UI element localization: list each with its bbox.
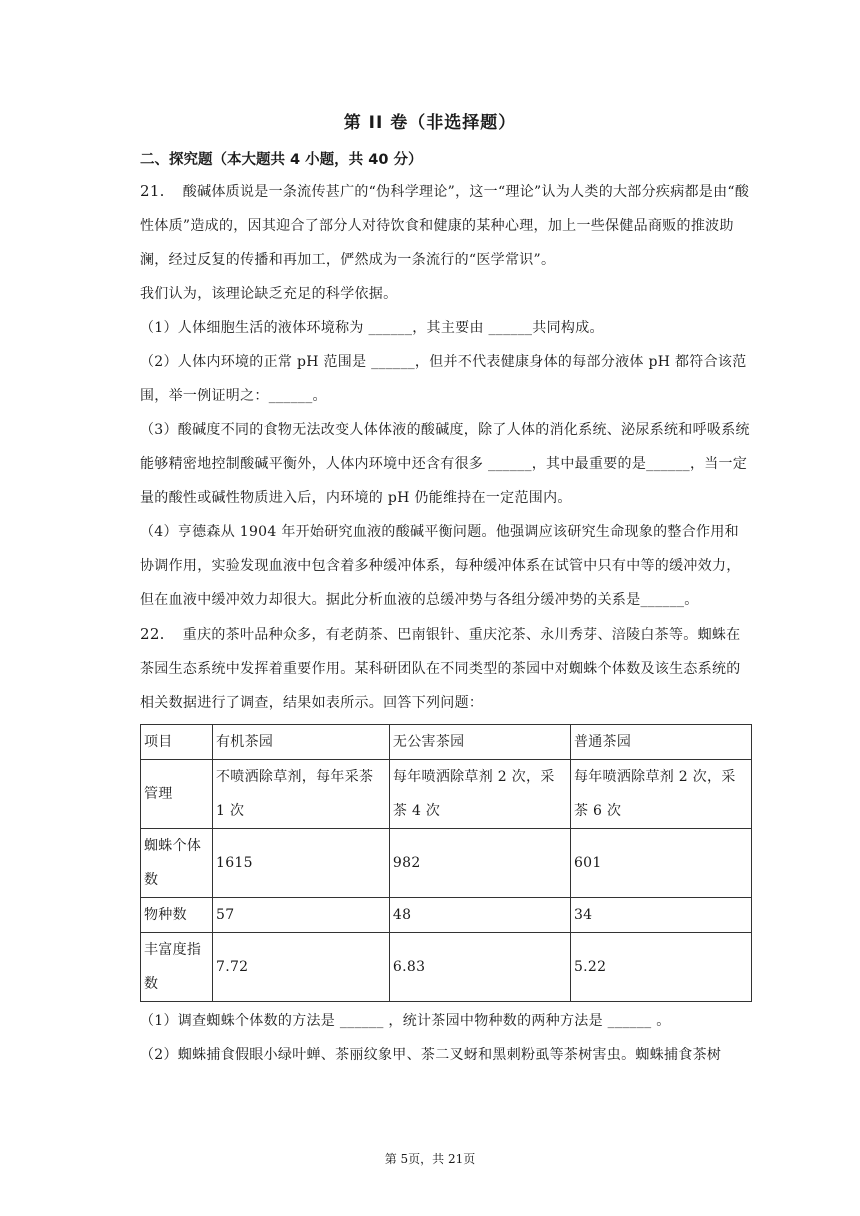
- section-heading: 二、探究题（本大题共 4 小题，共 40 分）: [140, 152, 423, 168]
- table-cell: 不喷洒除草剂，每年采茶 1 次: [213, 760, 390, 829]
- part-title: 第 II 卷（非选择题）: [343, 113, 517, 133]
- table-row: [141, 933, 752, 1002]
- survey-table: [140, 724, 752, 1002]
- question-21-part-1: （1）人体细胞生活的液体环境称为 ______，其主要由 ______共同构成。: [140, 320, 604, 336]
- table-cell: 管理: [141, 760, 213, 829]
- table-cell: 1615: [213, 829, 390, 898]
- table-cell: 丰富度指数: [141, 933, 213, 1002]
- question-22-part-1: （1）调查蜘蛛个体数的方法是 ______ ，统计茶园中物种数的两种方法是 ______ 。: [140, 1013, 671, 1029]
- table-header-cell: 无公害茶园: [389, 725, 570, 760]
- table-row: [141, 760, 752, 829]
- table-cell: 34: [570, 898, 751, 933]
- table-header-cell: 有机茶园: [213, 725, 390, 760]
- table-cell: 每年喷洒除草剂 2 次，采茶 4 次: [389, 760, 570, 829]
- table-row: [141, 829, 752, 898]
- question-number: 21.: [140, 182, 165, 200]
- table-cell: 7.72: [213, 933, 390, 1002]
- table-row: [141, 898, 752, 933]
- table-cell: 5.22: [570, 933, 751, 1002]
- table-cell: 6.83: [389, 933, 570, 1002]
- question-21-statement: 我们认为，该理论缺乏充足的科学依据。: [140, 286, 398, 302]
- question-22-intro: 22. 重庆的茶叶品种众多，有老荫茶、巴南银针、重庆沱茶、永川秀芽、涪陵白茶等。蜘蛛在茶园生态系统中发挥着重要作用。某科研团队在不同类型的茶园中对蜘蛛个体数及该生态系统的相关数据进行了调查，结果如表所示。回答下列问题：: [140, 625, 741, 711]
- table-cell: 601: [570, 829, 751, 898]
- question-content: [140, 174, 750, 1072]
- page-footer: 第 5页，共 21页: [384, 1152, 476, 1166]
- table-header-row: [141, 725, 752, 760]
- question-21-part-2: （2）人体内环境的正常 pH 范围是 ______，但并不代表健康身体的每部分液体 pH 都符合该范围，举一例证明之：______。: [140, 354, 747, 404]
- table-header-cell: 项目: [141, 725, 213, 760]
- table-cell: 物种数: [141, 898, 213, 933]
- table-cell: 982: [389, 829, 570, 898]
- table-cell: 48: [389, 898, 570, 933]
- table-cell: 蜘蛛个体数: [141, 829, 213, 898]
- question-21-part-3: （3）酸碱度不同的食物无法改变人体体液的酸碱度，除了人体的消化系统、泌尿系统和呼吸系统能够精密地控制酸碱平衡外，人体内环境中还含有很多 ______，其中最重要的是______，当一定量的酸性或碱性物质进入后，内环境的 pH 仍能维持在一定范围内。: [140, 422, 750, 506]
- table-header-cell: 普通茶园: [570, 725, 751, 760]
- question-number: 22.: [140, 625, 165, 643]
- table-cell: 57: [213, 898, 390, 933]
- question-21-intro: 21. 酸碱体质说是一条流传甚广的“伪科学理论”，这一“理论”认为人类的大部分疾病都是由“酸性体质”造成的，因其迎合了部分人对待饮食和健康的某种心理，加上一些保健品商贩的推波助澜，经过反复的传播和再加工，俨然成为一条流行的“医学常识”。: [140, 182, 750, 268]
- table-cell: 每年喷洒除草剂 2 次，采茶 6 次: [570, 760, 751, 829]
- question-22-part-2: （2）蜘蛛捕食假眼小绿叶蝉、茶丽纹象甲、茶二叉蚜和黑刺粉虱等茶树害虫。蜘蛛捕食茶树: [140, 1047, 722, 1063]
- question-21-part-4: （4）亨德森从 1904 年开始研究血液的酸碱平衡问题。他强调应该研究生命现象的整合作用和协调作用，实验发现血液中包含着多种缓冲体系，每种缓冲体系在试管中只有中等的缓冲效力，但在血液中缓冲效力却很大。据此分析血液的总缓冲势与各组分缓冲势的关系是______。: [140, 524, 741, 608]
